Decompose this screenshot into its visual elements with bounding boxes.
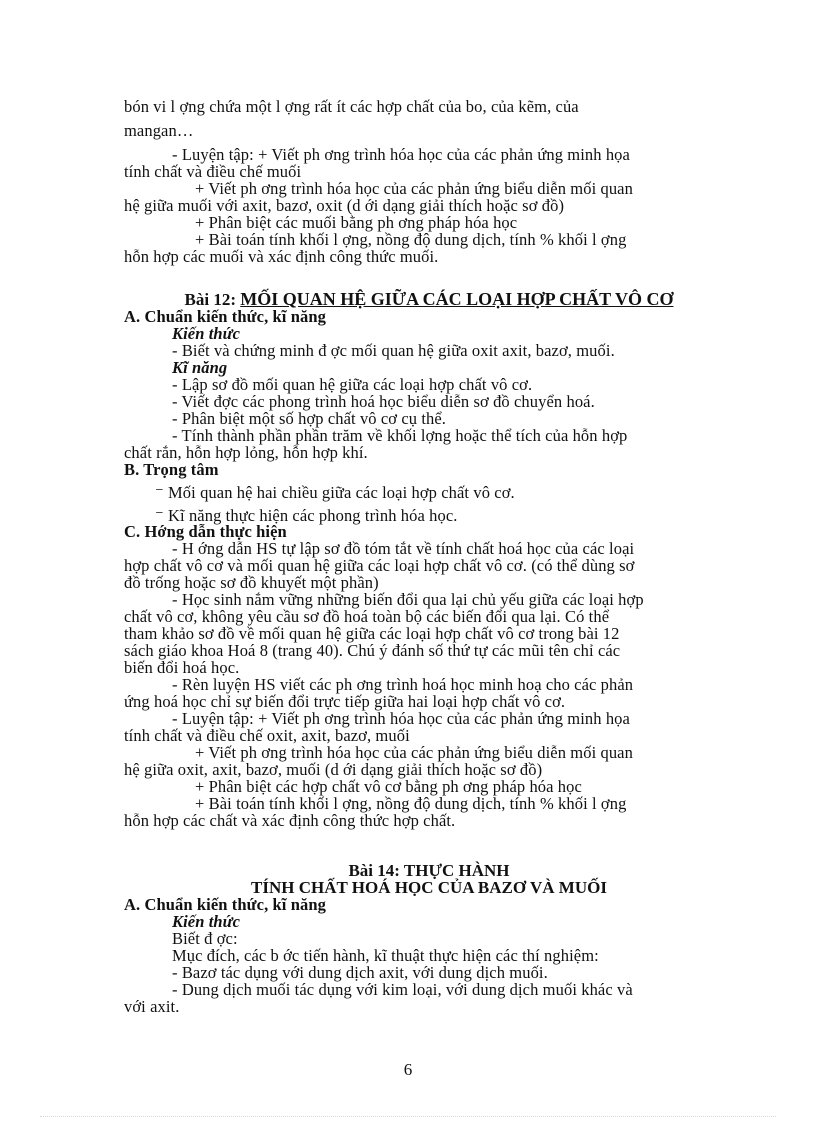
text-line: mangan…	[124, 121, 194, 140]
text-line: - Phân biệt một số hợp chất vô cơ cụ thể.	[172, 409, 447, 428]
text-line: - Bazơ tác dụng với dung dịch axit, với dung dịch muối.	[172, 963, 548, 982]
text-line: - Lập sơ đồ mối quan hệ giữa các loại hợp chất vô cơ.	[172, 375, 533, 394]
text-line: ⁻ Kĩ năng thực hiện các phong trình hóa học.	[155, 506, 458, 525]
subheading: Kiến thức	[172, 912, 241, 931]
text-line: Mục đích, các b ớc tiến hành, kĩ thuật thực hiện các thí nghiệm:	[172, 946, 599, 965]
section-heading: B. Trọng tâm	[124, 460, 219, 479]
lesson-subtitle: TÍNH CHẤT HOÁ HỌC CỦA BAZƠ VÀ MUỐI	[251, 878, 607, 897]
text-line: chất vô cơ, không yêu cầu sơ đồ hoá toàn bộ các biến đổi qua lại. Có thể	[124, 607, 610, 626]
section-heading: A. Chuẩn kiến thức, kĩ năng	[124, 307, 326, 326]
text-line: ⁻ Mối quan hệ hai chiều giữa các loại hợp chất vô cơ.	[155, 483, 515, 502]
subheading: Kĩ năng	[172, 358, 228, 377]
text-line: bón vi l ợng chứa một l ợng rất ít các hợp chất của bo, của kẽm, của	[124, 97, 579, 116]
text-line: - Viết đợc các phong trình hoá học biểu diễn sơ đồ chuyển hoá.	[172, 392, 595, 411]
text-line: tham khảo sơ đồ về mối quan hệ giữa các loại hợp chất vô cơ trong bài 12	[124, 624, 620, 643]
text-line: chất rắn, hỗn hợp lỏng, hỗn hợp khí.	[124, 443, 368, 462]
text-line: ứng hoá học chỉ sự biến đổi trực tiếp giữa hai loại hợp chất vô cơ.	[124, 692, 566, 711]
text-line: + Phân biệt các muối bằng ph ơng pháp hóa học	[195, 213, 518, 232]
text-line: + Viết ph ơng trình hóa học của các phản ứng biểu diễn mối quan	[195, 743, 633, 762]
text-line: đồ trống hoặc sơ đồ khuyết một phần)	[124, 573, 379, 592]
text-line: + Bài toán tính khối l ợng, nồng độ dung dịch, tính % khối l ợng	[195, 794, 627, 813]
text-line: tính chất và điều chế oxit, axit, bazơ, muối	[124, 726, 410, 745]
lesson-number: Bài 14:	[348, 861, 404, 880]
text-line: sách giáo khoa Hoá 8 (trang 40). Chú ý đánh số thứ tự các mũi tên chỉ các	[124, 641, 621, 660]
text-line: - Rèn luyện HS viết các ph ơng trình hoá học minh hoạ cho các phản	[172, 675, 634, 694]
text-line: + Viết ph ơng trình hóa học của các phản ứng biểu diễn mối quan	[195, 179, 633, 198]
text-line: - Học sinh nắm vững những biến đổi qua lại chủ yếu giữa các loại hợp	[172, 590, 644, 609]
text-line: hệ giữa oxit, axit, bazơ, muối (d ới dạng giải thích hoặc sơ đồ)	[124, 760, 543, 779]
text-line: hợp chất vô cơ và mối quan hệ giữa các loại hợp chất vô cơ. (có thể dùng sơ	[124, 556, 635, 575]
text-line: - Tính thành phần phần trăm về khối lợng hoặc thể tích của hỗn hợp	[172, 426, 628, 445]
page-divider	[40, 1116, 776, 1117]
text-line: hỗn hợp các chất và xác định công thức hợp chất.	[124, 811, 456, 830]
subheading: Kiến thức	[172, 324, 241, 343]
text-line: với axit.	[124, 997, 180, 1016]
text-line: biến đổi hoá học.	[124, 658, 240, 677]
text-line: + Phân biệt các hợp chất vô cơ bằng ph ơng pháp hóa học	[195, 777, 582, 796]
text-line: - Biết và chứng minh đ ợc mối quan hệ giữa oxit axit, bazơ, muối.	[172, 341, 615, 360]
section-heading: C. Hớng dẫn thực hiện	[124, 522, 287, 541]
text-line: hệ giữa muối với axit, bazơ, oxit (d ới dạng giải thích hoặc sơ đồ)	[124, 196, 565, 215]
lesson-title: MỐI QUAN HỆ GIỮA CÁC LOẠI HỢP CHẤT VÔ CƠ	[240, 289, 674, 309]
text-line: Biết đ ợc:	[172, 929, 238, 948]
text-line: - Luyện tập: + Viết ph ơng trình hóa học của các phản ứng minh họa	[172, 709, 630, 728]
text-line: tính chất và điều chế muối	[124, 162, 302, 181]
page-number: 6	[403, 1060, 413, 1079]
text-line: hỗn hợp các muối và xác định công thức muối.	[124, 247, 439, 266]
lesson-number: Bài 12:	[184, 290, 241, 309]
section-heading: A. Chuẩn kiến thức, kĩ năng	[124, 895, 326, 914]
lesson-title: THỰC HÀNH	[403, 861, 510, 880]
text-line: - Luyện tập: + Viết ph ơng trình hóa học của các phản ứng minh họa	[172, 145, 630, 164]
text-line: - Dung dịch muối tác dụng với kim loại, với dung dịch muối khác và	[172, 980, 633, 999]
text-line: - H ớng dẫn HS tự lập sơ đồ tóm tắt về tính chất hoá học của các loại	[172, 539, 635, 558]
text-line: + Bài toán tính khối l ợng, nồng độ dung dịch, tính % khối l ợng	[195, 230, 627, 249]
